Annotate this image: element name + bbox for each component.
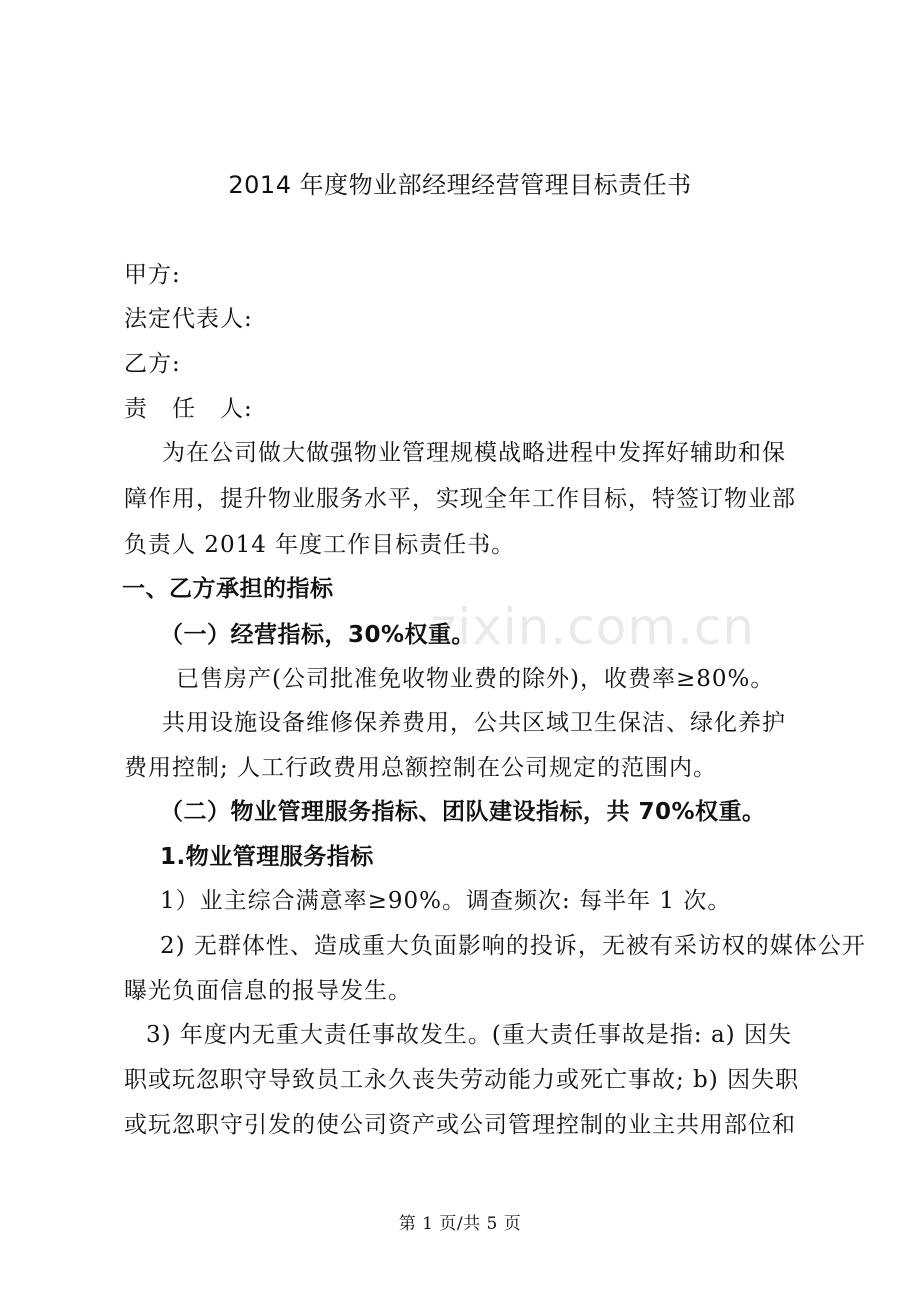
section-1-heading: 一、乙方承担的指标 [122,576,334,602]
point-1-heading: 1.物业管理服务指标 [160,844,374,870]
watermark: zixin.com.cn [430,598,756,656]
sub1-item-2-line-1: 共用设施设备维修保养费用，公共区域卫生保洁、绿化养护 [162,710,786,736]
point-1-item-3-line-3: 或玩忽职守引发的使公司资产或公司管理控制的业主共用部位和 [124,1112,796,1138]
sub1-item-2-line-2: 费用控制; 人工行政费用总额控制在公司规定的范围内。 [124,755,718,781]
subsection-2-heading: （二）物业管理服务指标、团队建设指标，共 70%权重。 [160,799,766,825]
point-1-item-3-line-1: 3) 年度内无重大责任事故发生。(重大责任事故是指: a) 因失 [146,1022,792,1048]
intro-line-3: 负责人 2014 年度工作目标责任书。 [124,532,516,558]
intro-line-1: 为在公司做大做强物业管理规模战略进程中发挥好辅助和保 [162,440,786,466]
subsection-1-heading: （一）经营指标，30%权重。 [160,622,476,648]
sub1-item-1: 已售房产(公司批准免收物业费的除外)，收费率≥80%。 [176,666,775,692]
point-1-item-2-line-1: 2) 无群体性、造成重大负面影响的投诉，无被有采访权的媒体公开 [160,933,866,959]
intro-line-2: 障作用，提升物业服务水平，实现全年工作目标，特签订物业部 [124,486,796,512]
point-1-item-3-line-2: 职或玩忽职守导致员工永久丧失劳动能力或死亡事故; b) 因失职 [124,1067,800,1093]
point-1-item-1: 1）业主综合满意率≥90%。调查频次: 每半年 1 次。 [160,888,732,914]
page-number-footer: 第 1 页/共 5 页 [398,1214,522,1234]
party-b-label: 乙方: [124,351,181,377]
party-a-label: 甲方: [124,262,181,288]
point-1-item-2-line-2: 曝光负面信息的报导发生。 [124,978,412,1004]
responsible-person-label: 责 任 人: [124,396,253,422]
legal-representative-label: 法定代表人: [124,306,253,332]
document-title: 2014 年度物业部经理经营管理目标责任书 [228,171,692,199]
